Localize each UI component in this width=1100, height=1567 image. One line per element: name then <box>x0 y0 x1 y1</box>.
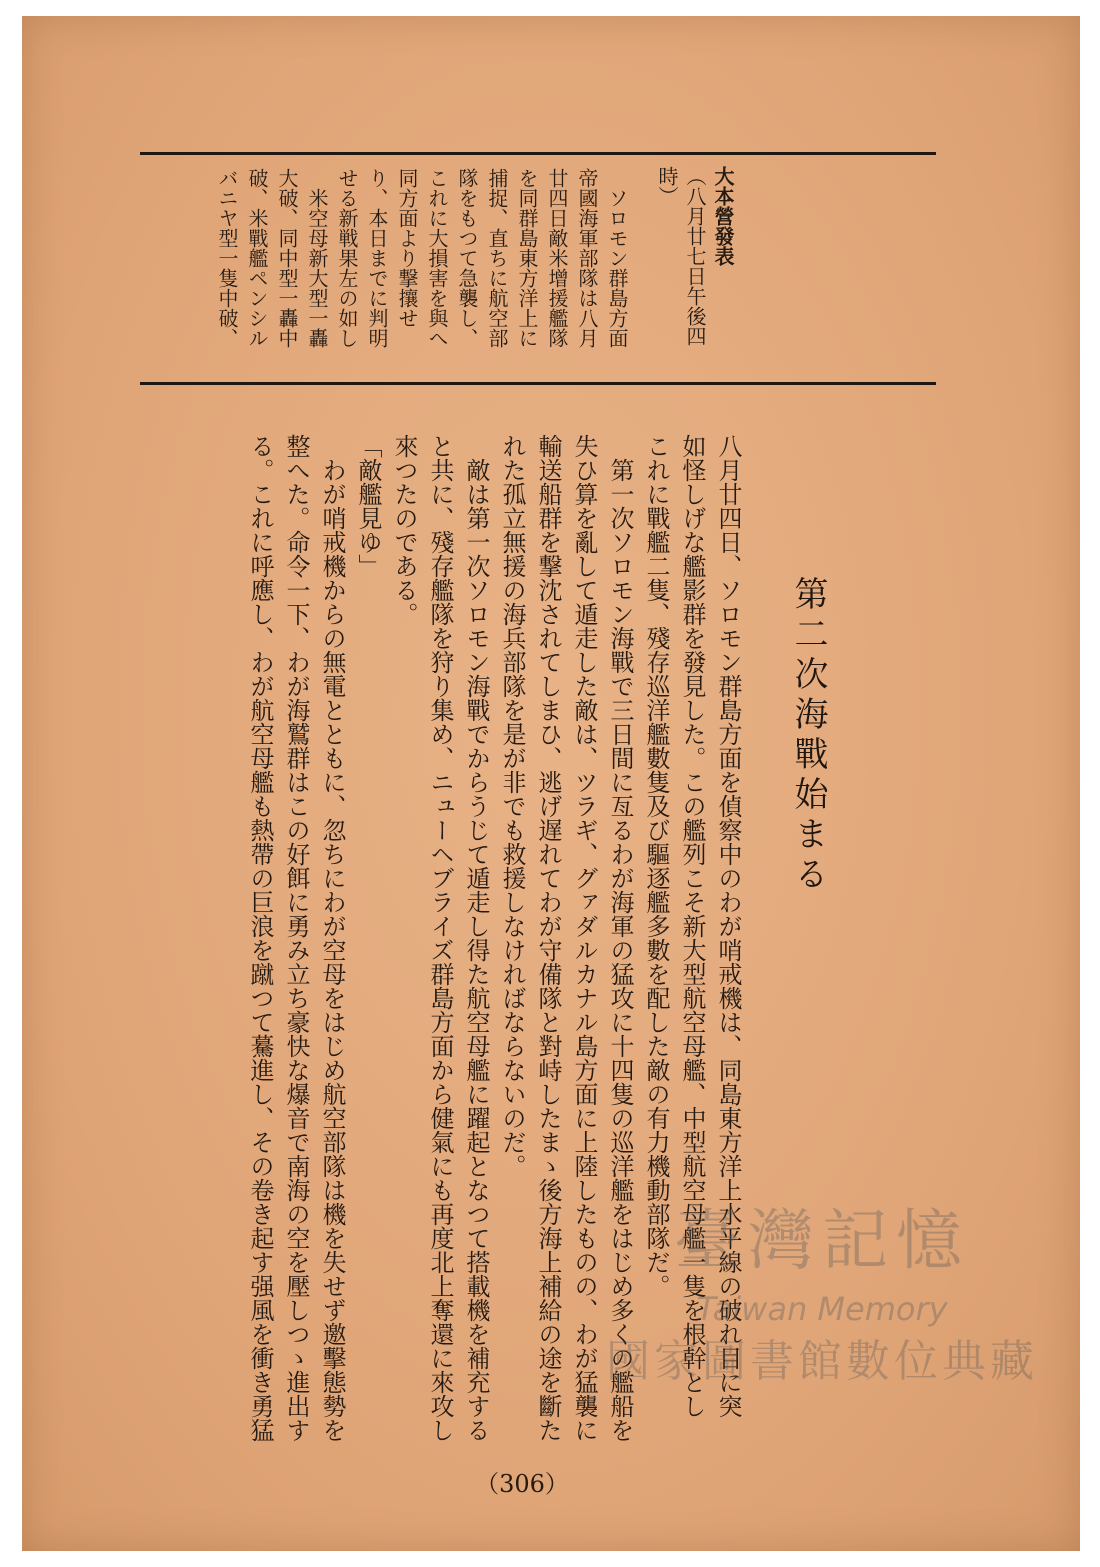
bulletin-line: ソロモン群島方面 <box>605 168 629 348</box>
bulletin-line: バニヤ型一隻中破、 <box>215 168 239 348</box>
article-line: 第一次ソロモン海戰で三日間に亙るわが海軍の猛攻に十四隻の巡洋艦をはじめ多くの艦船を <box>606 434 634 1442</box>
bulletin-line: を同群島東方洋上に <box>515 168 539 348</box>
article-title: 第二次海戰始まる <box>788 576 828 896</box>
article-line: 如怪しげな艦影群を發見した。この艦列こそ新大型航空母艦、中型航空母艦一隻を根幹とし <box>678 434 706 1418</box>
bulletin-line: 捕捉、直ちに航空部 <box>485 168 509 348</box>
bulletin-line: せる新戦果左の如し <box>335 168 359 348</box>
page-number: （306） <box>475 1470 569 1498</box>
bulletin-line: 米空母新大型一轟 <box>305 168 329 348</box>
bulletin-line: 時） <box>655 166 679 206</box>
article-line: れた孤立無援の海兵部隊を是が非でも救援しなければならないのだ。 <box>498 434 526 1178</box>
article-line: 敵は第一次ソロモン海戰でからうじて遁走し得た航空母艦に躍起となつて搭載機を補充する <box>462 434 490 1442</box>
article-line: 來つたのである。 <box>390 434 418 626</box>
article-line: 「敵艦見ゆ」 <box>354 434 382 578</box>
bulletin-line: これに大損害を與へ <box>425 168 449 348</box>
article-line: 失ひ算を亂して遁走した敵は、ツラギ、グァダルカナル島方面に上陸したものの、わが猛襲に <box>570 434 598 1442</box>
article-line: 整へた。命令一下、わが海鷲群はこの好餌に勇み立ち豪快な爆音で南海の空を壓しつゝ進出す <box>282 434 310 1442</box>
bulletin-line: 破、米戰艦ペンシル <box>245 168 269 348</box>
book-page <box>22 16 1080 1551</box>
bulletin-top-rule <box>140 152 936 155</box>
bulletin-line: （八月廿七日午後四 <box>683 166 707 346</box>
article-line: わが哨戒機からの無電とともに、忽ちにわが空母をはじめ航空部隊は機を失せず邀擊態勢を <box>318 434 346 1442</box>
watermark-cjk: 臺灣記憶 <box>674 1202 970 1279</box>
bulletin-line: り、本日までに判明 <box>365 168 389 348</box>
article-line: 輸送船群を撃沈されてしまひ、逃げ遅れてわが守備隊と對峙したまゝ後方海上補給の途を斷た <box>534 434 562 1442</box>
article-line: これに戰艦二隻、殘存巡洋艦數隻及び驅逐艦多數を配した敵の有力機動部隊だ。 <box>642 434 670 1298</box>
taiwan-memory-watermark <box>582 1196 1062 1446</box>
bulletin-bottom-rule <box>140 382 936 385</box>
watermark-library: 國家圖書館數位典藏 <box>606 1336 1038 1387</box>
article-line: る。これに呼應し、わが航空母艦も熱帶の巨浪を蹴つて驀進し、その卷き起す强風を衝き勇猛 <box>246 434 274 1442</box>
bulletin-line: 帝國海軍部隊は八月 <box>575 168 599 348</box>
watermark-english: Taiwan Memory <box>696 1290 948 1328</box>
bulletin-line: 同方面より撃攘せ <box>395 168 419 328</box>
bulletin-line: 大破、同中型一轟中 <box>275 168 299 348</box>
article-line: と共に、殘存艦隊を狩り集め、ニューヘブライズ群島方面から健氣にも再度北上奪還に來攻し <box>426 434 454 1442</box>
bulletin-line: 隊をもつて急襲し、 <box>455 168 479 348</box>
article-line: 八月廿四日、ソロモン群島方面を偵察中のわが哨戒機は、同島東方洋上水平線の破れ目に突 <box>714 434 742 1418</box>
bulletin-heading: 大本營發表 <box>711 166 735 266</box>
bulletin-line: 廿四日敵米增援艦隊 <box>545 168 569 348</box>
